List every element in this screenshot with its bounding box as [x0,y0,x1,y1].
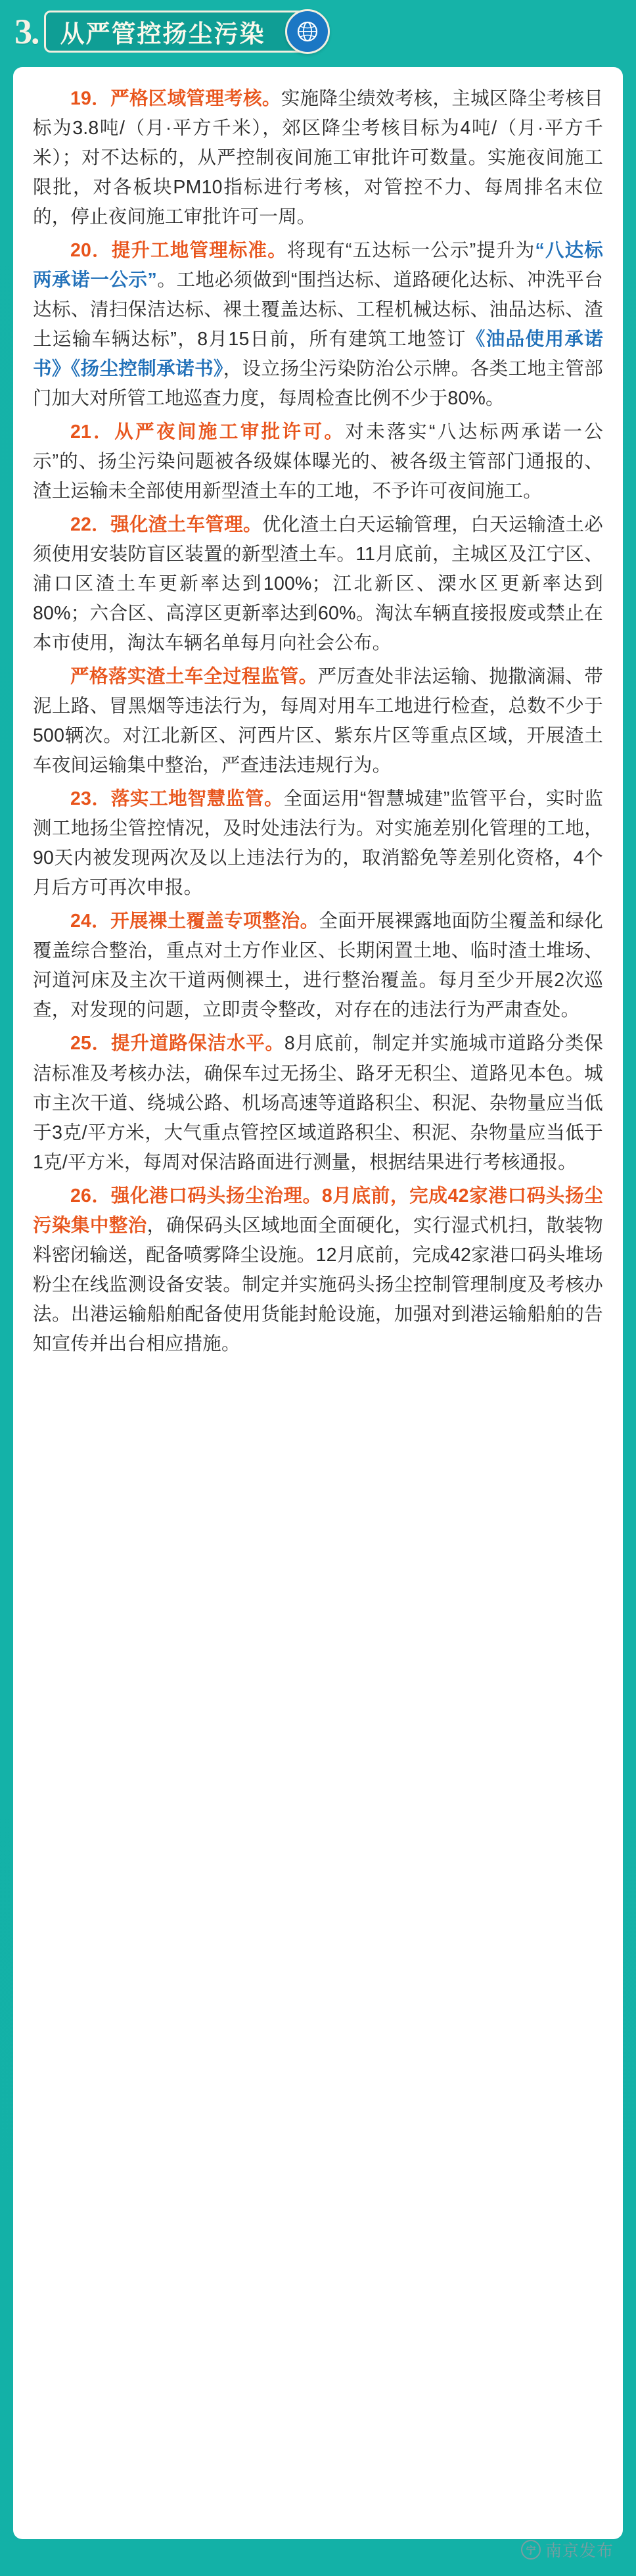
section-title-plate [44,11,309,53]
paragraph-item-24 [33,907,603,1025]
watermark [521,2538,614,2562]
watermark-text: 南京发布 [545,2542,614,2560]
paragraph-emphasis-blue: “八达标两承诺一公示” [33,240,603,291]
section-title: 从严管控扬尘污染 [60,20,265,47]
paragraph-body: ，设立扬尘污染防治公示牌。各类工地主管部门加大对所管工地巡查力度，每周检查比例不少于80%。 [33,358,603,410]
paragraph-body: 全面运用“智慧城建”监管平台，实时监测工地扬尘管控情况，及时处违法行为。对实施差别化管理的工地，90天内被发现两次及以上违法行为的，取消豁免等差别化资格，4个月后方可再次申报。 [33,788,603,899]
paragraph-body: 8月底前，制定并实施城市道路分类保洁标准及考核办法，确保车过无扬尘、路牙无积尘、道路见本色。城市主次干道、绕城公路、机场高速等道路积尘、积泥、杂物量应当低于3克/平方米，大气重点管控区域道路积尘、积泥、杂物量应当低于1克/平方米，每周对保洁路面进行测量，根据结果进行考核通报。 [33,1033,603,1173]
paragraph-item-26 [33,1181,603,1359]
paragraph-body: 优化渣土白天运输管理，白天运输渣土必须使用安装防盲区装置的新型渣土车。11月底前，主城区及江宁区、浦口区渣土车更新率达到100%；江北新区、溧水区更新率达到80%；六合区、高淳区更新率达到60%。淘汰车辆直接报废或禁止在本市使用，淘汰车辆名单每月向社会公布。 [33,514,604,654]
paragraph-item-21 [33,417,603,506]
paragraph-body: ，确保码头区域地面全面硬化，实行湿式机扫，散装物料密闭输送，配备喷雾降尘设施。12月底前，完成42家港口码头堆场粉尘在线监测设备安装。制定并实施码头扬尘控制管理制度及考核办法。出港运输船舶配备使用货能封舱设施，加强对到港运输船舶的告知宣传并出台相应措施。 [33,1214,603,1354]
paragraph-item-23 [33,784,603,903]
paragraph-heading: 25．提升道路保洁水平。 [70,1033,284,1055]
paragraph-heading: 23．落实工地智慧监管。 [70,788,284,810]
paragraph-heading: 22．强化渣土车管理。 [70,514,262,536]
paragraph-body: 。工地必须做到“围挡达标、道路硬化达标、冲洗平台达标、清扫保洁达标、裸土覆盖达标、工程机械达标、油品达标、渣土运输车辆达标”，8月15日前，所有建筑工地签订 [33,270,603,350]
paragraph-body: 对未落实“八达标两承诺一公示”的、扬尘污染问题被各级媒体曝光的、被各级主管部门通报的、渣土运输未全部使用新型渣土车的工地，不予许可夜间施工。 [33,421,603,502]
paragraph-item-22b [33,662,603,780]
paragraph-body: 将现有“五达标一公示”提升为 [286,240,535,262]
section-number: 3. [14,12,39,51]
paragraph-heading: 21．从严夜间施工审批许可。 [70,421,346,443]
globe-badge-icon [285,9,330,54]
paragraph-emphasis-blue: 《油品使用承诺书》《扬尘控制承诺书》 [33,329,604,380]
paragraph-item-25 [33,1029,603,1177]
watermark-logo-icon: 宁 [521,2540,541,2560]
paragraph-emphasis-orange: 严格落实渣土车全过程监管。 [70,666,318,688]
paragraph-item-20 [33,236,603,414]
paragraph-heading: 24．开展裸土覆盖专项整治。 [70,911,319,932]
content-card [13,67,623,2539]
paragraph-heading: 26．强化港口码头扬尘治理。 [70,1185,322,1206]
paragraph-emphasis-orange: 8月底前，完成42家港口码头扬尘污染集中整治 [33,1185,603,1236]
paragraph-item-19 [33,84,603,232]
paragraph-item-22 [33,510,603,658]
paragraph-body: 实施降尘绩效考核，主城区降尘考核目标为3.8吨/（月·平方千米），郊区降尘考核目标为4吨/（月·平方千米）；对不达标的，从严控制夜间施工审批许可数量。实施夜间施工限批，对各板块PM10指标进行考核，对管控不力、每周排名末位的，停止夜间施工审批许可一周。 [33,88,603,228]
section-header [0,0,636,63]
paragraph-heading: 19．严格区域管理考核。 [70,88,281,109]
paragraph-body: 严厉查处非法运输、抛撒滴漏、带泥上路、冒黑烟等违法行为，每周对用车工地进行检查，总数不少于500辆次。对江北新区、河西片区、紫东片区等重点区域，开展渣土车夜间运输集中整治，严查违法违规行为。 [33,666,603,776]
paragraph-heading: 20．提升工地管理标准。 [70,240,287,262]
paragraph-body: 全面开展裸露地面防尘覆盖和绿化覆盖综合整治，重点对土方作业区、长期闲置土地、临时渣土堆场、河道河床及主次干道两侧裸土，进行整治覆盖。每月至少开展2次巡查，对发现的问题，立即责令整改，对存在的违法行为严肃查处。 [33,911,603,1021]
